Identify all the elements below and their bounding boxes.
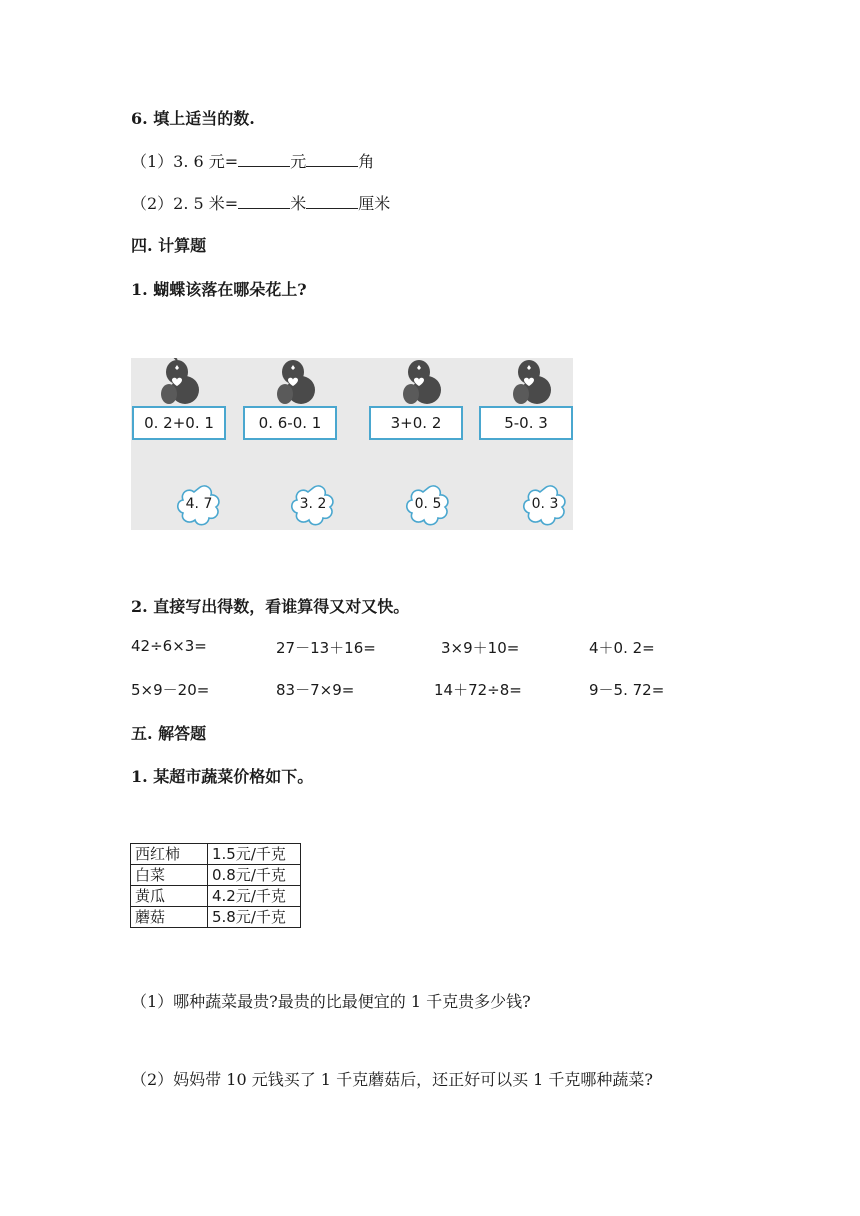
butterfly-icon <box>155 358 203 408</box>
q6-title: 6. 填上适当的数. <box>131 109 255 128</box>
s4-q2-title: 2. 直接写出得数，看谁算得又对又快。 <box>131 597 410 616</box>
s4-q1-title: 1. 蝴蝶该落在哪朵花上? <box>131 280 307 299</box>
table-row <box>131 865 301 886</box>
calc-item: 9－5. 72= <box>589 681 665 699</box>
equation-box: 5-0. 3 <box>479 406 573 440</box>
answer-blank[interactable] <box>306 194 358 209</box>
equation-box: 0. 6-0. 1 <box>243 406 337 440</box>
table-cell: 0.8元/千克 <box>208 865 301 886</box>
s5-q1-title: 1. 某超市蔬菜价格如下。 <box>131 767 314 786</box>
table-cell: 5.8元/千克 <box>208 907 301 928</box>
table-row <box>131 886 301 907</box>
table-cell: 4.2元/千克 <box>208 886 301 907</box>
calc-item: 42÷6×3= <box>131 637 207 655</box>
answer-blank[interactable] <box>238 194 290 209</box>
calc-item: 5×9－20= <box>131 681 210 699</box>
answer-blank[interactable] <box>306 152 358 167</box>
unit-label: 角 <box>358 152 375 171</box>
butterfly-icon <box>397 358 445 408</box>
flower-value: 0. 3 <box>531 496 559 512</box>
equation-box: 0. 2+0. 1 <box>132 406 226 440</box>
equation-box: 3+0. 2 <box>369 406 463 440</box>
s5-q1-sub2: （2）妈妈带 10 元钱买了 1 千克蘑菇后，还正好可以买 1 千克哪种蔬菜? <box>131 1070 653 1089</box>
section-4-heading: 四. 计算题 <box>131 236 207 255</box>
q6-item-1 <box>131 149 374 172</box>
section-5-heading: 五. 解答题 <box>131 724 207 743</box>
calc-item: 4＋0. 2= <box>589 639 655 657</box>
unit-label: 元 <box>290 152 307 171</box>
unit-label: 米 <box>290 194 307 213</box>
butterfly-icon <box>507 358 555 408</box>
table-row <box>131 844 301 865</box>
unit-label: 厘米 <box>358 194 391 213</box>
flower-value: 3. 2 <box>299 496 327 512</box>
flower-value: 0. 5 <box>414 496 442 512</box>
calc-item: 83－7×9= <box>276 681 355 699</box>
table-row <box>131 907 301 928</box>
butterfly-flower-figure <box>131 358 573 530</box>
table-cell: 黄瓜 <box>131 886 208 907</box>
answer-blank[interactable] <box>238 152 290 167</box>
q6-item-1-prefix: （1）3. 6 元= <box>131 152 239 171</box>
calc-item: 14＋72÷8= <box>434 681 522 699</box>
q6-item-2 <box>131 191 390 214</box>
q6-item-2-prefix: （2）2. 5 米= <box>131 194 239 213</box>
flower-value: 4. 7 <box>185 496 213 512</box>
table-cell: 西红柿 <box>131 844 208 865</box>
table-cell: 1.5元/千克 <box>208 844 301 865</box>
table-cell: 蘑菇 <box>131 907 208 928</box>
calc-item: 27－13＋16= <box>276 639 376 657</box>
calc-item: 3×9＋10= <box>441 639 520 657</box>
butterfly-icon <box>271 358 319 408</box>
vegetable-price-table <box>130 843 301 928</box>
s5-q1-sub1: （1）哪种蔬菜最贵?最贵的比最便宜的 1 千克贵多少钱? <box>131 992 531 1011</box>
table-cell: 白菜 <box>131 865 208 886</box>
